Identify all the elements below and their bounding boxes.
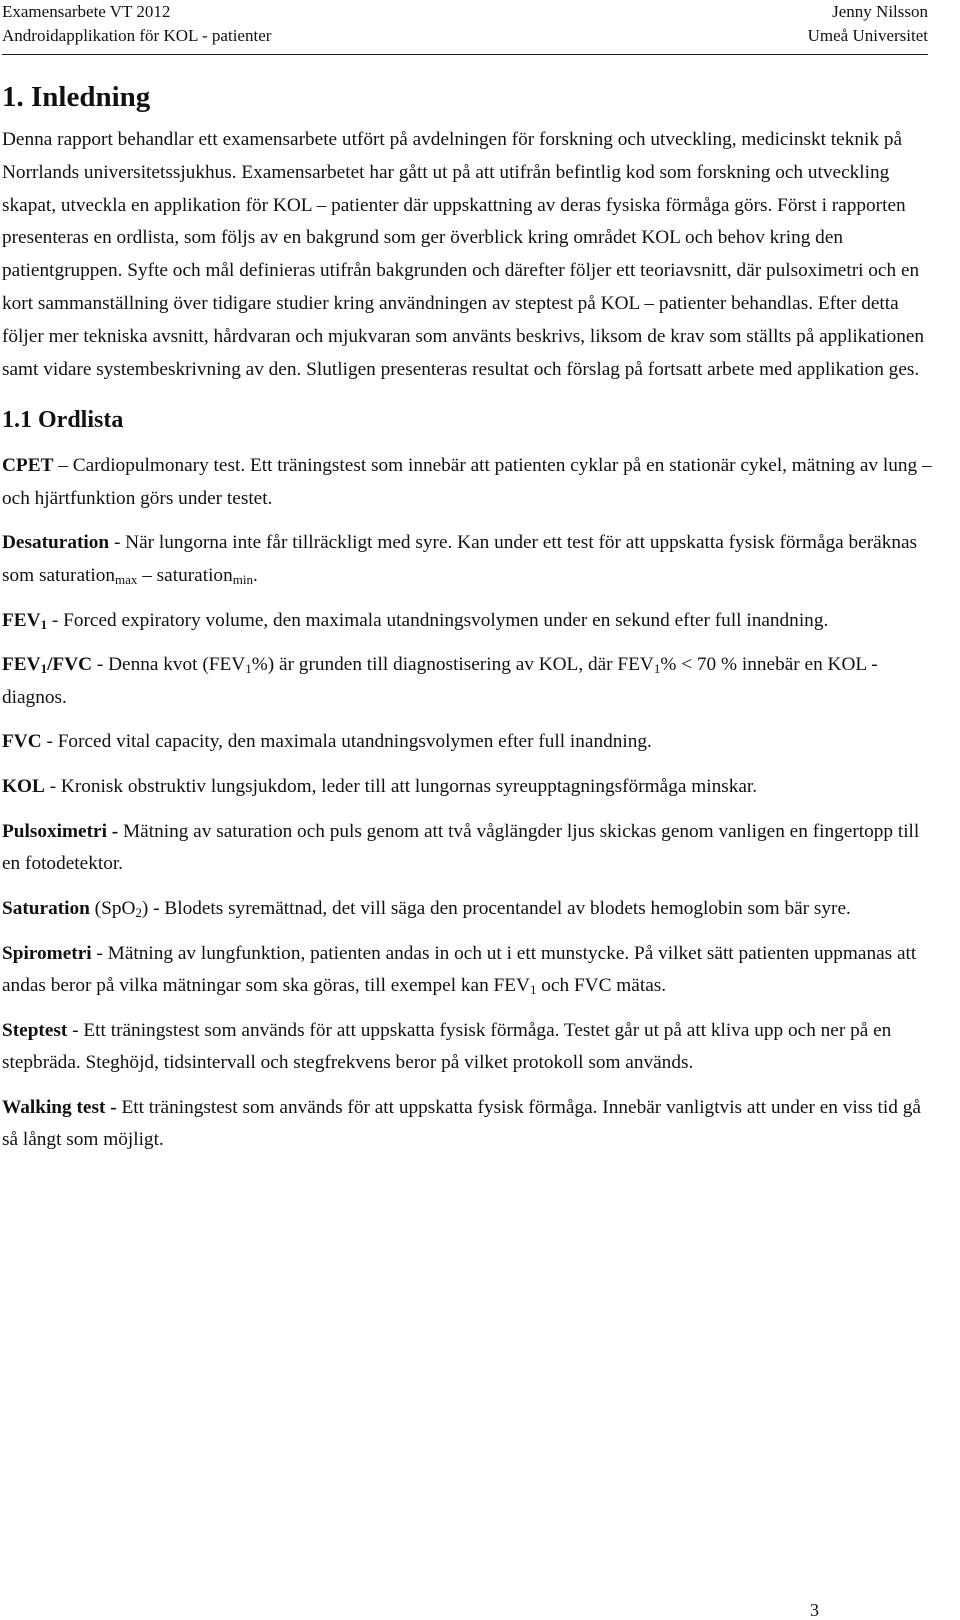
term-text: /FVC: [47, 654, 93, 676]
glossary-definition: - Denna kvot (FEV: [92, 654, 246, 676]
section-heading: 1. Inledning: [2, 81, 151, 113]
glossary-term: [2, 610, 47, 631]
header-divider: [2, 54, 928, 55]
header-author: Jenny Nilsson: [832, 2, 928, 21]
glossary-definition: Mätning av saturation och puls genom att två våglängder ljus skickas genom vanligen en fingertopp till en fotodetektor.: [2, 821, 920, 875]
glossary-entry-desaturation: [2, 527, 932, 592]
intro-paragraph: Denna rapport behandlar ett examensarbete utfört på avdelningen för forskning och utveckling, medicinskt teknik på Norrlands universitetssjukhus. Examensarbetet har gått ut på att utifrån befintlig kod som forskning och utveckling skapat, utveckla en applikation för KOL – patienter där uppskattning av deras fysiska förmåga görs. Först i rapporten presenteras en ordlista, som följs av en bakgrund som ger överblick kring området KOL och behov kring den patientgruppen. Syfte och mål definieras utifrån bakgrunden och därefter följer ett teoriavsnitt, där pulsoximetri och en kort sammanställning över tidigare studier kring användningen av steptest på KOL – patienter behandlas. Efter detta följer mer tekniska avsnitt, hårdvaran och mjukvaran som använts beskrivs, liksom de krav som ställts på applikationen samt vidare systembeskrivning av den. Slutligen presenteras resultat och förslag på fortsatt arbete med applikation ges.: [2, 129, 925, 380]
subscript: 1: [529, 982, 537, 998]
glossary-definition: Ett träningstest som används för att uppskatta fysisk förmåga. Innebär vanligtvis att under en viss tid gå så långt som möjligt.: [2, 1097, 921, 1151]
glossary-entry-spirometri: [2, 938, 932, 1003]
glossary-definition: - När lungorna inte får tillräckligt med syre. Kan under ett test för att uppskatta fysisk förmåga beräknas som saturation: [2, 532, 918, 586]
glossary-definition-cont: %) är grunden till diagnostisering av KOL, där FEV: [251, 654, 654, 676]
glossary-definition: - Forced expiratory volume, den maximala utandningsvolymen under en sekund efter full inandning.: [47, 609, 829, 631]
glossary-entry-fev1: [2, 605, 932, 637]
glossary-definition: - Ett träningstest som används för att uppskatta fysisk förmåga. Testet går ut på att kliva upp och ner på en stepbräda. Steghöjd, tidsintervall och stegfrekvens beror på vilket protokoll som används.: [2, 1020, 892, 1074]
glossary-definition: - Kronisk obstruktiv lungsjukdom, leder till att lungornas syreupptagningsförmåga minskar.: [44, 776, 758, 798]
header-university: Umeå Universitet: [807, 26, 928, 45]
glossary-definition-cont: – saturation: [137, 564, 233, 586]
glossary-entry-steptest: [2, 1015, 932, 1080]
subscript: 1: [40, 661, 48, 677]
subscript: 2: [135, 905, 142, 921]
subscript: 1: [653, 661, 661, 677]
subscript: 1: [245, 661, 252, 677]
glossary-entry-pulsoximetri: [2, 816, 932, 881]
subscript: 1: [40, 616, 48, 632]
glossary-definition: - Forced vital capacity, den maximala utandningsvolymen efter full inandning.: [41, 731, 652, 753]
glossary-definition-cont: och FVC mätas.: [536, 975, 667, 997]
term-text: FEV: [2, 609, 41, 631]
glossary-entry-saturation: [2, 893, 932, 925]
subscript: max: [115, 571, 138, 587]
header-course: Examensarbete VT 2012: [2, 2, 171, 21]
glossary-entry-fev1-fvc: [2, 649, 932, 714]
header-project-title: Androidapplikation för KOL - patienter: [2, 26, 272, 45]
glossary-list: [2, 450, 932, 1156]
glossary-definition-cont: ) - Blodets syremättnad, det vill säga den procentandel av blodets hemoglobin som bär syre.: [141, 898, 851, 920]
glossary-term: KOL: [2, 776, 45, 798]
glossary-term: Steptest: [2, 1020, 68, 1042]
subsection-heading: 1.1 Ordlista: [2, 407, 124, 434]
glossary-term: Saturation: [2, 898, 90, 920]
glossary-entry-kol: [2, 771, 932, 803]
glossary-entry-fvc: [2, 726, 932, 758]
glossary-term: [2, 654, 92, 675]
glossary-definition-end: % < 70 % innebär en KOL - diagnos.: [2, 654, 878, 708]
page-header: [2, 0, 928, 48]
glossary-definition-end: .: [252, 564, 258, 586]
glossary-term: FVC: [2, 731, 42, 753]
subscript: min: [232, 571, 253, 587]
page-number: 3: [810, 1600, 819, 1620]
term-text: FEV: [2, 654, 41, 676]
glossary-term: Pulsoximetri -: [2, 821, 119, 843]
glossary-entry-walking-test: [2, 1092, 932, 1157]
glossary-definition: - Mätning av lungfunktion, patienten andas in och ut i ett munstycke. På vilket sätt patienten uppmanas att andas beror på vilka mätningar som ska göras, till exempel kan FEV: [2, 942, 917, 997]
glossary-term: CPET: [2, 455, 54, 477]
glossary-term: Spirometri: [2, 942, 92, 964]
glossary-definition: (SpO: [89, 898, 136, 920]
glossary-term: Walking test -: [2, 1097, 117, 1119]
glossary-definition: – Cardiopulmonary test. Ett träningstest som innebär att patienten cyklar på en stationär cykel, mätning av lung – och hjärtfunktion görs under testet.: [2, 455, 932, 509]
glossary-entry-cpet: [2, 450, 932, 515]
glossary-term: Desaturation: [2, 532, 110, 554]
page-content: [2, 74, 932, 1169]
